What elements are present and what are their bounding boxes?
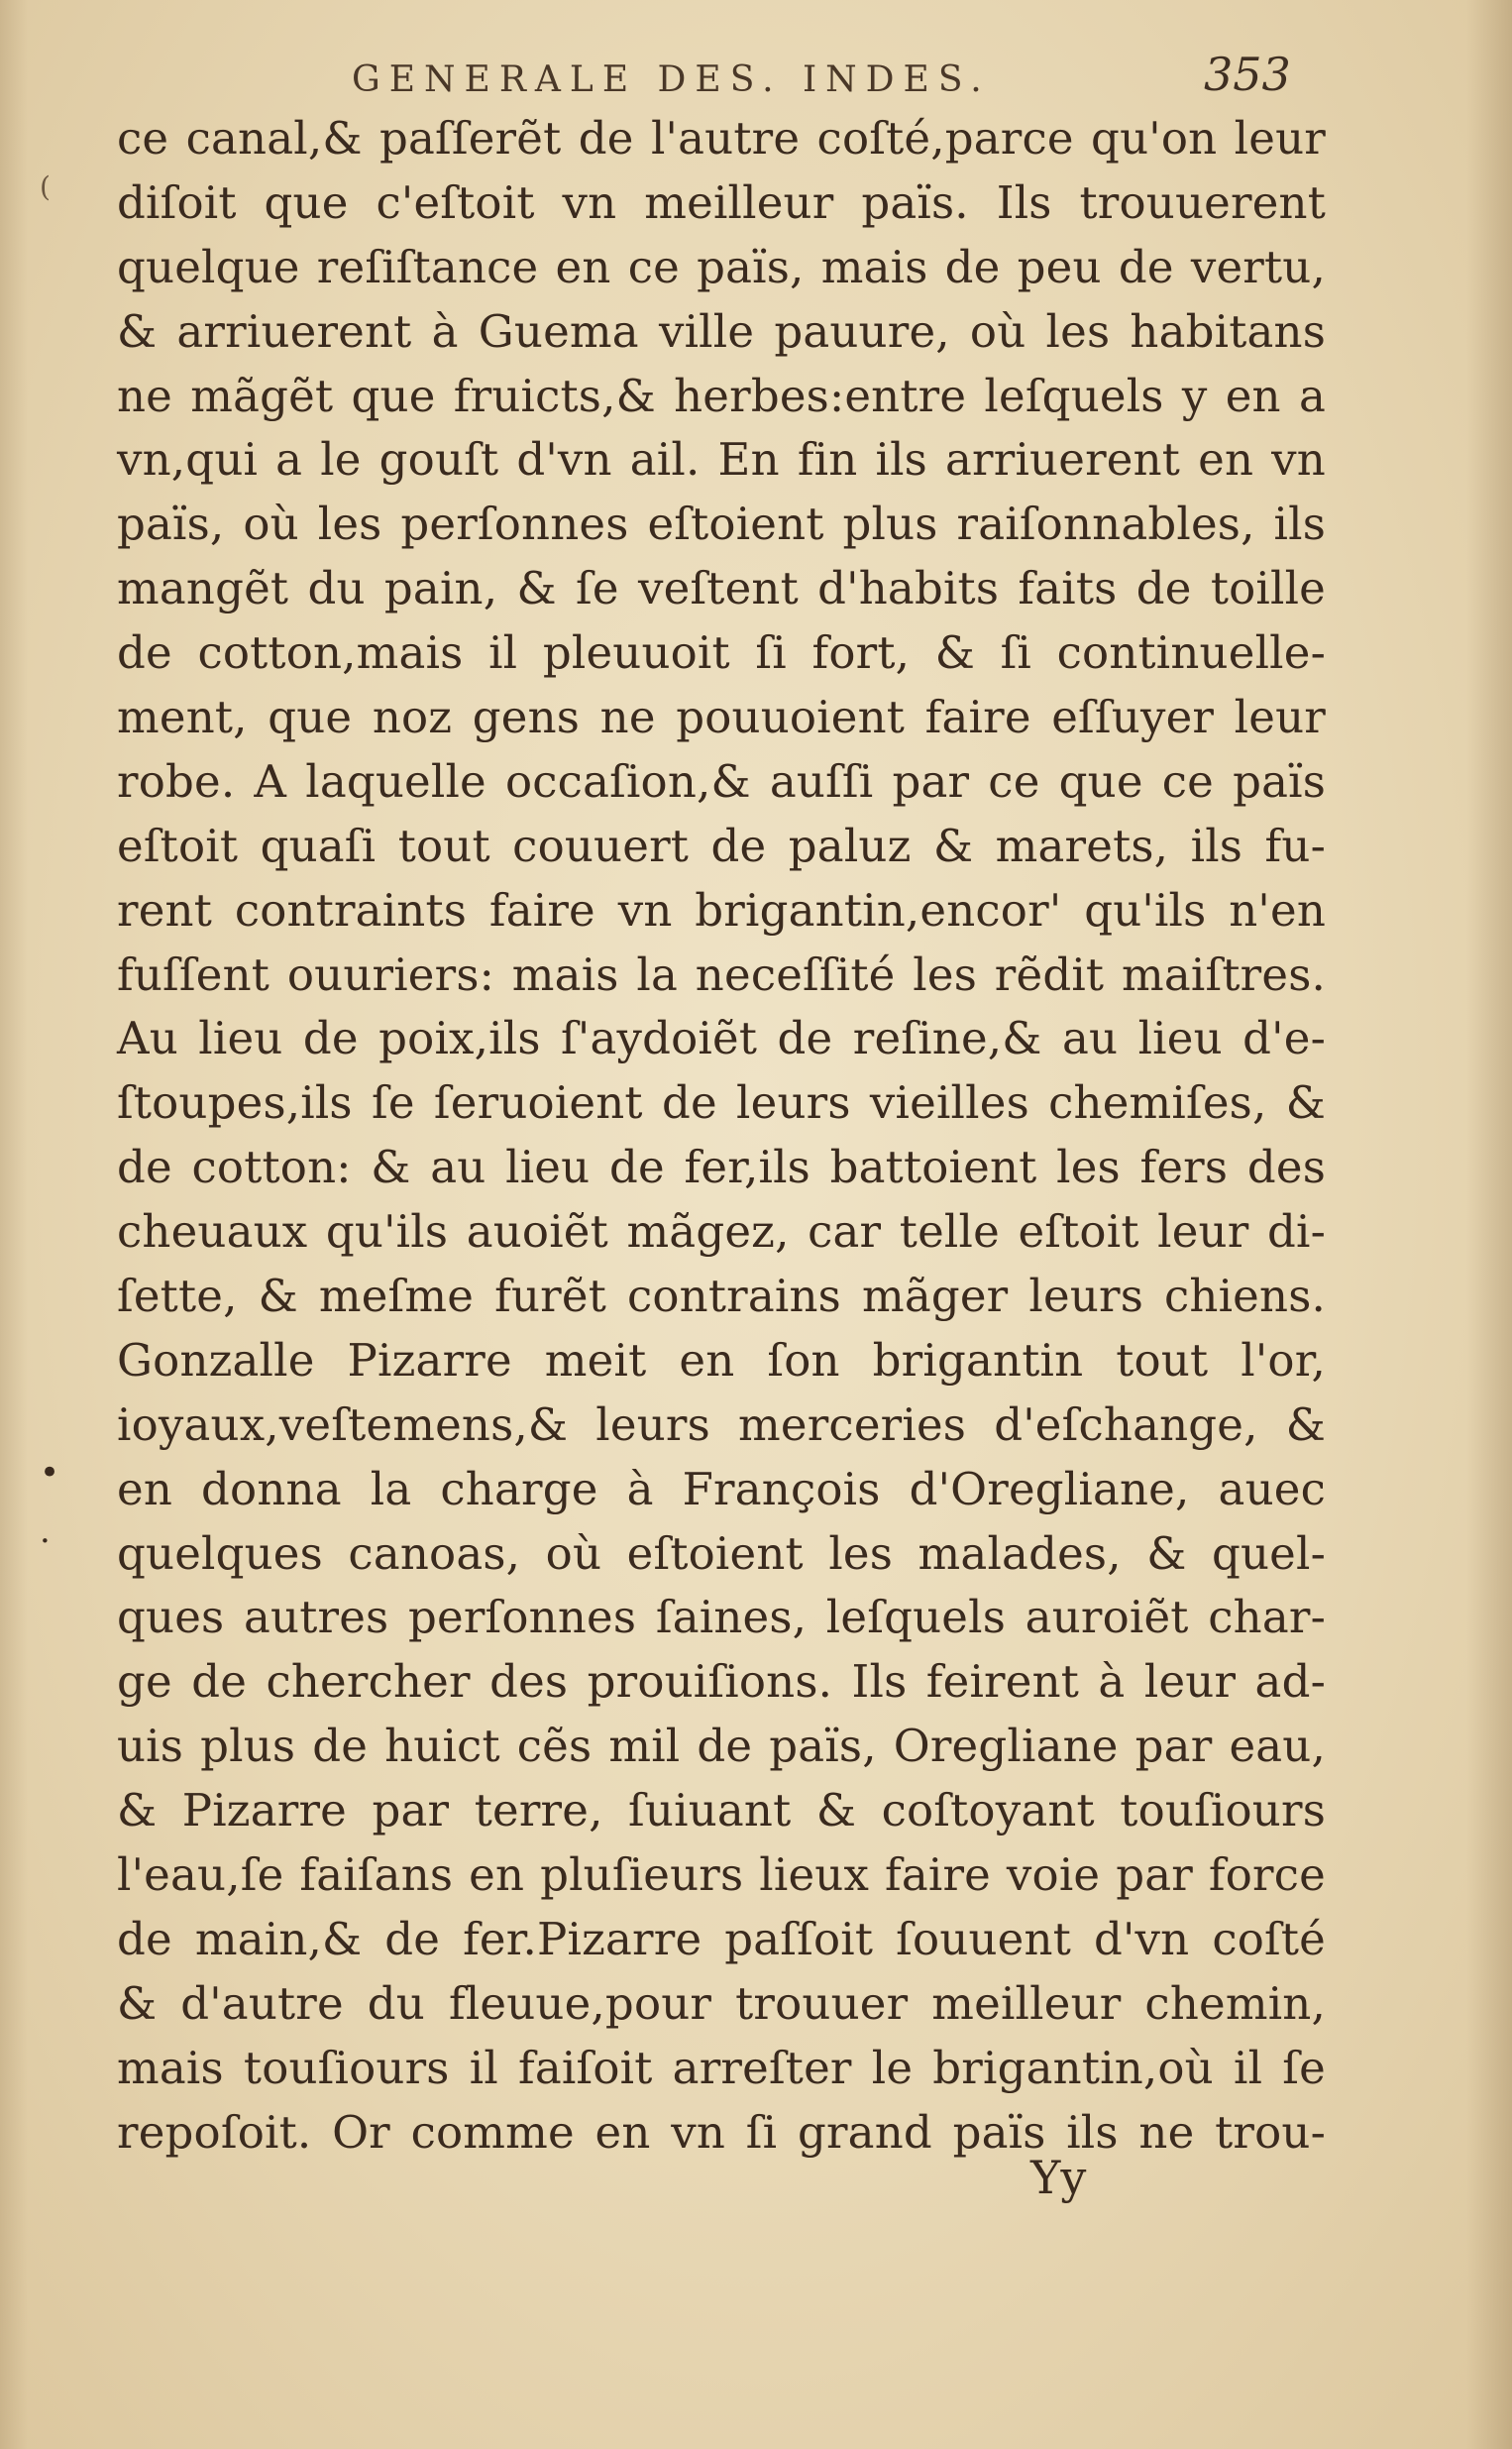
text-line: cheuaux qu'ils auoiẽt mãgez, car telle eſtoit leur di- bbox=[117, 1205, 1326, 1259]
text-line: de cotton,mais il pleuuoit ſi fort, & ſi continuelle- bbox=[117, 626, 1326, 680]
text-line: rent contraints faire vn brigantin,encor' qu'ils n'en bbox=[117, 883, 1326, 937]
text-line: en donna la charge à François d'Oregliane, auec bbox=[117, 1462, 1326, 1515]
text-line: quelque reſiſtance en ce païs, mais de peu de vertu, bbox=[117, 240, 1326, 293]
text-line: fuſſent ouuriers: mais la neceſſité les rẽdit maiſtres. bbox=[117, 947, 1326, 1001]
text-line: païs, où les perſonnes eſtoient plus raiſonnables, ils bbox=[117, 498, 1326, 551]
text-line: l'eau,ſe faiſans en pluſieurs lieux faire voie par force bbox=[117, 1848, 1326, 1902]
catchword: Yy bbox=[1030, 2151, 1087, 2204]
text-line: Au lieu de poix,ils ſ'aydoiẽt de reſine,& au lieu d'e- bbox=[117, 1012, 1326, 1065]
text-line: diſoit que c'eſtoit vn meilleur païs. Ils trouuerent bbox=[117, 175, 1326, 229]
page-shadow-left bbox=[0, 0, 28, 2449]
text-line: de main,& de fer.Pizarre paſſoit ſouuent d'vn coſté bbox=[117, 1912, 1326, 1965]
text-line: ne mãgẽt que fruicts,& herbes:entre leſquels y en a bbox=[117, 369, 1326, 422]
text-line: uis plus de huict cẽs mil de païs, Oregliane par eau, bbox=[117, 1720, 1326, 1773]
running-head: GENERALE DES. INDES. bbox=[352, 59, 991, 100]
page-number: 353 bbox=[1204, 48, 1291, 101]
text-line: Gonzalle Pizarre meit en ſon brigantin tout l'or, bbox=[117, 1333, 1326, 1387]
text-line: robe. A laquelle occaſion,& auſſi par ce que ce païs bbox=[117, 754, 1326, 808]
text-line: mangẽt du pain, & ſe veſtent d'habits faits de toille bbox=[117, 562, 1326, 615]
text-line: ce canal,& paſſerẽt de l'autre coſté,parce qu'on leur bbox=[117, 112, 1326, 165]
text-line: de cotton: & au lieu de fer,ils battoient les fers des bbox=[117, 1141, 1326, 1194]
text-line: ioyaux,veſtemens,& leurs merceries d'eſchange, & bbox=[117, 1397, 1326, 1451]
text-line: ge de chercher des prouiſions. Ils feirent à leur ad- bbox=[117, 1655, 1326, 1709]
text-line: ſette, & meſme furẽt contrains mãger leurs chiens. bbox=[117, 1270, 1326, 1323]
text-line: mais touſiours il faiſoit arreſter le brigantin,où il ſe bbox=[117, 2041, 1326, 2094]
text-line: ques autres perſonnes ſaines, leſquels auroiẽt char- bbox=[117, 1591, 1326, 1644]
body-text bbox=[117, 107, 1326, 2166]
text-line: vn,qui a le gouſt d'vn ail. En fin ils arriuerent en vn bbox=[117, 433, 1326, 487]
page-shadow-right bbox=[1466, 0, 1512, 2449]
margin-mark-upper: ( bbox=[40, 170, 51, 203]
text-line: ment, que noz gens ne pouuoient faire eſſuyer leur bbox=[117, 691, 1326, 744]
text-line: eſtoit quaſi tout couuert de paluz & marets, ils fu- bbox=[117, 819, 1326, 872]
margin-mark-a: • bbox=[40, 1453, 60, 1493]
text-line: & arriuerent à Guema ville pauure, où les habitans bbox=[117, 304, 1326, 358]
text-line: repoſoit. Or comme en vn ſi grand païs ils ne trou- bbox=[117, 2105, 1326, 2159]
text-line: quelques canoas, où eſtoient les malades, & quel- bbox=[117, 1526, 1326, 1580]
text-line: & d'autre du fleuue,pour trouuer meilleur chemin, bbox=[117, 1976, 1326, 2030]
text-line: ſtoupes,ils ſe ſeruoient de leurs vieilles chemiſes, & bbox=[117, 1076, 1326, 1130]
margin-mark-b: · bbox=[40, 1521, 51, 1561]
text-line: & Pizarre par terre, ſuiuant & coſtoyant touſiours bbox=[117, 1784, 1326, 1837]
